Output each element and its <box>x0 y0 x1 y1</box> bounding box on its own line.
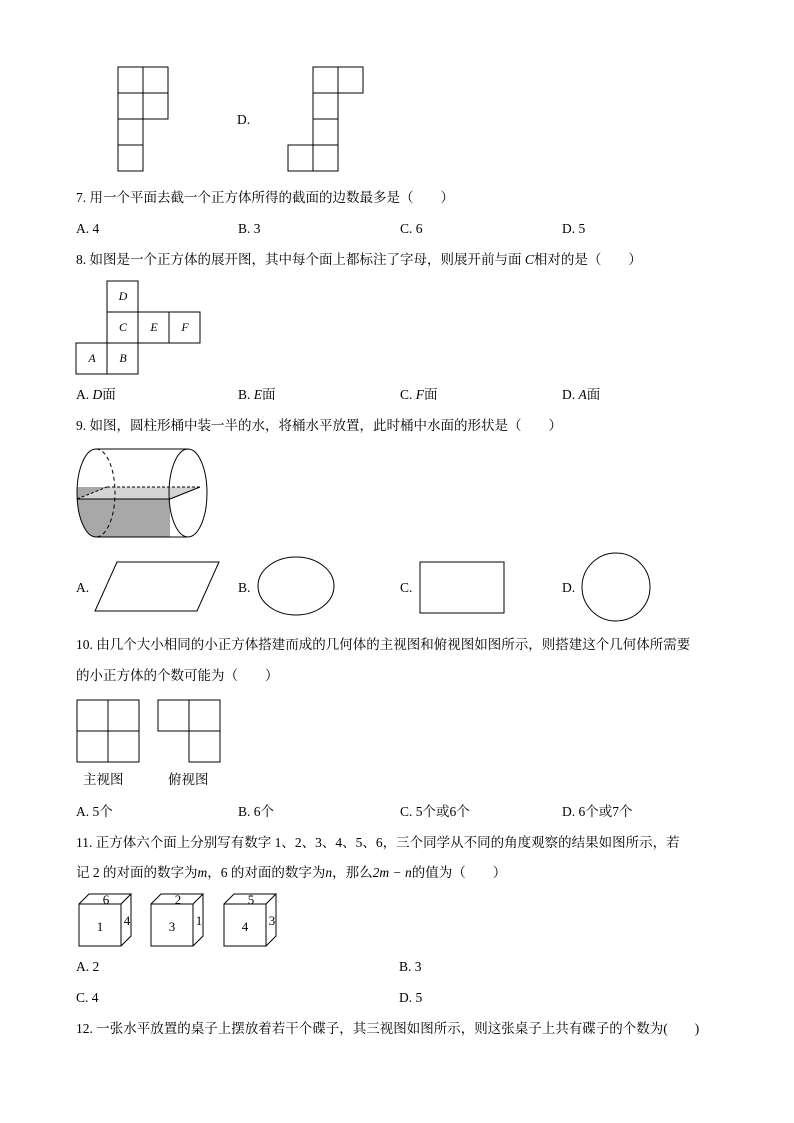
q8-stem-var-c: C <box>524 252 534 267</box>
q8-option-b[interactable] <box>238 386 276 404</box>
q8-option-c[interactable] <box>400 386 438 404</box>
q11-stem-part-c: ，那么 <box>332 865 373 880</box>
q9-stem: 9. 如图，圆柱形桶中装一半的水，将桶水平放置，此时桶中水面的形状是（ ） <box>76 418 562 433</box>
q8-option-d-var: A <box>578 387 587 402</box>
q8-option-c-suffix: 面 <box>424 387 438 402</box>
q8-option-d-suffix: 面 <box>586 387 601 402</box>
q7-option-b[interactable]: B. 3 <box>238 221 261 236</box>
q8-option-a-prefix: A. <box>76 387 93 402</box>
q8-option-c-prefix: C. <box>400 387 416 402</box>
q11-option-c[interactable]: C. 4 <box>76 990 99 1005</box>
q11-var-m: m <box>197 865 208 880</box>
q11-stem-part-a: 记 2 的对面的数字为 <box>76 865 198 880</box>
q11-stem-part-b: ，6 的对面的数字为 <box>207 865 326 880</box>
q12-stem: 12. 一张水平放置的桌子上摆放着若干个碟子，其三视图如图所示，则这张桌子上共有碟子的个数为( ) <box>76 1021 700 1036</box>
q10-option-c[interactable]: C. 5个或6个 <box>400 804 470 819</box>
q8-option-b-var: E <box>253 387 263 402</box>
q8-option-b-prefix: B. <box>238 387 254 402</box>
q11-stem-line1: 11. 正方体六个面上分别写有数字 1、2、3、4、5、6，三个同学从不同的角度观察的结果如图所示，若 <box>76 835 680 850</box>
q11-cube2-front: 3 <box>168 919 176 934</box>
q8-net-letter-a: A <box>88 351 96 365</box>
q7-option-a[interactable]: A. 4 <box>76 221 100 236</box>
q8-option-c-var: F <box>415 387 425 402</box>
q11-cube1-top: 6 <box>102 892 110 907</box>
q11-cube1-front: 1 <box>96 919 104 934</box>
q11-expression: 2m − n <box>372 865 412 880</box>
q10-option-d[interactable]: D. 6个或7个 <box>562 804 633 819</box>
q6-option-d-label: D. <box>237 112 251 127</box>
q7-stem: 7. 用一个平面去截一个正方体所得的截面的边数最多是（ ） <box>76 190 454 205</box>
q7-option-c[interactable]: C. 6 <box>400 221 423 236</box>
q9-option-d[interactable]: D. <box>562 580 576 595</box>
q11-stem-part-d: 的值为（ ） <box>411 865 507 880</box>
q8-stem <box>76 251 642 269</box>
q11-option-b[interactable]: B. 3 <box>399 959 422 974</box>
q8-option-a-suffix: 面 <box>102 387 116 402</box>
q9-option-b[interactable]: B. <box>238 580 251 595</box>
q8-option-a[interactable] <box>76 386 116 404</box>
q8-net-letter-c: C <box>118 320 128 334</box>
q8-option-d-prefix: D. <box>562 387 579 402</box>
q7-option-d[interactable]: D. 5 <box>562 221 586 236</box>
q11-cube2-side: 1 <box>195 913 203 928</box>
q11-option-a[interactable]: A. 2 <box>76 959 100 974</box>
q11-cube3-front: 4 <box>241 919 249 934</box>
q10-front-view-label: 主视图 <box>83 772 124 787</box>
q10-front-view-figure <box>76 699 141 764</box>
q9-option-a[interactable]: A. <box>76 580 90 595</box>
q11-cube1-side: 4 <box>123 913 131 928</box>
q10-option-b[interactable]: B. 6个 <box>238 804 275 819</box>
q8-option-b-suffix: 面 <box>262 387 276 402</box>
q11-option-d[interactable]: D. 5 <box>399 990 423 1005</box>
q8-option-a-var: D <box>92 387 103 402</box>
q11-cubes-figure <box>76 890 286 955</box>
q10-stem-line1: 10. 由几个大小相同的小正方体搭建而成的几何体的主视图和俯视图如图所示，则搭建这个几何体所需要 <box>76 637 691 652</box>
q8-net-letter-f: F <box>181 320 189 334</box>
q9-option-c-rectangle <box>419 561 505 615</box>
q11-var-n: n <box>325 865 333 880</box>
q9-option-d-circle <box>581 552 653 624</box>
q9-option-c[interactable]: C. <box>400 580 413 595</box>
q9-option-b-ellipse <box>257 556 337 618</box>
q11-cube2-top: 2 <box>174 892 182 907</box>
q11-cube3-side: 3 <box>268 913 276 928</box>
q8-net-letter-d: D <box>118 289 128 303</box>
q6-net-c-figure <box>117 66 177 176</box>
q8-stem-part2: 相对的是（ ） <box>533 252 642 267</box>
q9-option-a-parallelogram <box>95 561 220 613</box>
q8-cube-net-figure <box>76 280 206 380</box>
q8-net-letter-e: E <box>150 320 158 334</box>
q10-top-view-label: 俯视图 <box>168 772 209 787</box>
q10-top-view-figure <box>157 699 222 764</box>
q9-cylinder-figure <box>74 447 209 542</box>
q6-net-d-figure <box>287 66 372 176</box>
q8-net-letter-b: B <box>119 351 127 365</box>
q11-cube3-top: 5 <box>247 892 255 907</box>
q10-option-a[interactable]: A. 5个 <box>76 804 113 819</box>
q8-stem-part1: 8. 如图是一个正方体的展开图，其中每个面上都标注了字母，则展开前与面 <box>76 252 525 267</box>
q11-stem-line2 <box>76 864 506 882</box>
q10-stem-line2: 的小正方体的个数可能为（ ） <box>76 668 279 683</box>
q8-option-d[interactable] <box>562 386 600 404</box>
